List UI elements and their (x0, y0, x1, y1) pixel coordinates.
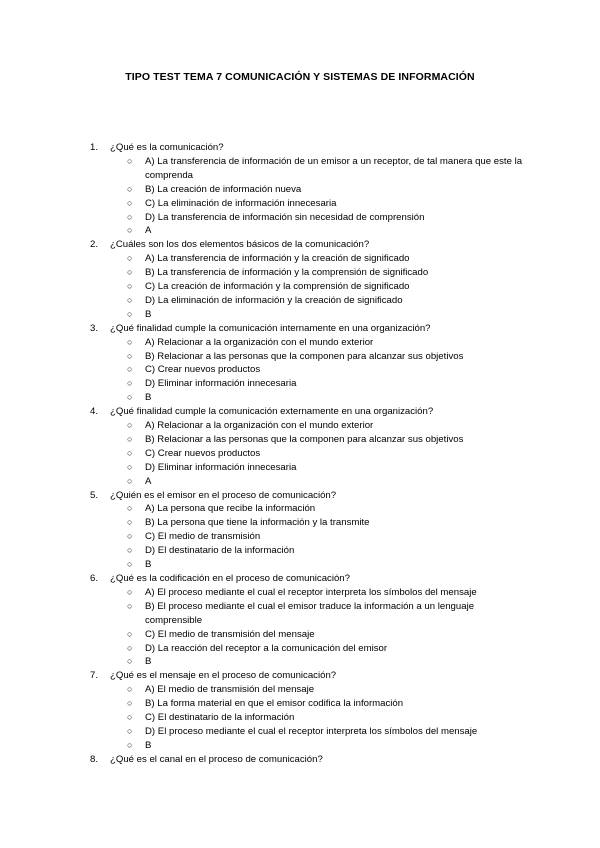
option-text: D) Eliminar información innecesaria (145, 378, 297, 390)
answer-option (0, 183, 530, 197)
option-text: A (145, 475, 152, 487)
question-text: ¿Qué es la codificación en el proceso de comunicación? (110, 573, 350, 585)
question-text: ¿Cuáles son los dos elementos básicos de la comunicación? (110, 239, 370, 251)
answer-key (0, 558, 530, 572)
option-text: D) El proceso mediante el cual el receptor interpreta los símbolos del mensaje (145, 725, 478, 737)
answer-option (0, 683, 530, 697)
circle-bullet-icon: ○ (127, 308, 133, 319)
question-item (0, 322, 600, 405)
question-line (0, 238, 600, 252)
answer-option (0, 544, 530, 558)
answer-option (0, 155, 530, 183)
option-text: B (145, 392, 152, 404)
circle-bullet-icon: ○ (127, 698, 133, 709)
circle-bullet-icon: ○ (127, 545, 133, 556)
option-text: D) La eliminación de información y la creación de significado (145, 294, 403, 306)
circle-bullet-icon: ○ (127, 531, 133, 542)
answer-option (0, 711, 530, 725)
question-text: ¿Qué es la comunicación? (110, 142, 224, 153)
answer-option (0, 280, 530, 294)
circle-bullet-icon: ○ (127, 461, 133, 472)
option-text: B (145, 559, 152, 571)
answer-option (0, 363, 530, 377)
circle-bullet-icon: ○ (127, 183, 133, 194)
question-line (0, 322, 600, 336)
answer-option (0, 725, 530, 739)
question-number: 7. (90, 670, 99, 682)
circle-bullet-icon: ○ (127, 628, 133, 639)
option-text: B) El proceso mediante el cual el emisor traduce la información a un lenguaje comprensible (145, 600, 475, 626)
question-item (0, 669, 600, 752)
circle-bullet-icon: ○ (127, 586, 133, 597)
question-number: 4. (90, 406, 99, 418)
answer-option (0, 197, 530, 211)
answer-option (0, 447, 530, 461)
option-text: C) Crear nuevos productos (145, 447, 261, 459)
option-text: A) Relacionar a la organización con el mundo exterior (145, 336, 374, 348)
option-text: C) La eliminación de información innecesaria (145, 197, 337, 209)
answer-option (0, 516, 530, 530)
circle-bullet-icon: ○ (127, 475, 133, 486)
option-text: D) La transferencia de información sin necesidad de comprensión (145, 211, 425, 223)
option-text: A) El proceso mediante el cual el receptor interpreta los símbolos del mensaje (145, 586, 477, 598)
option-text: A) La persona que recibe la información (145, 503, 316, 515)
option-text: C) El destinatario de la información (145, 712, 295, 724)
option-text: D) El destinatario de la información (145, 545, 295, 557)
question-item (0, 405, 600, 488)
answer-option (0, 461, 530, 475)
answer-option (0, 600, 530, 628)
circle-bullet-icon: ○ (127, 433, 133, 444)
option-text: C) El medio de transmisión del mensaje (145, 628, 315, 640)
question-number: 6. (90, 573, 99, 585)
answer-option (0, 336, 530, 350)
option-text: A) La transferencia de información y la creación de significado (145, 253, 410, 265)
option-text: B) La transferencia de información y la comprensión de significado (145, 267, 429, 279)
circle-bullet-icon: ○ (127, 267, 133, 278)
question-text: ¿Qué finalidad cumple la comunicación internamente en una organización? (110, 322, 431, 334)
circle-bullet-icon: ○ (127, 656, 133, 667)
circle-bullet-icon: ○ (127, 364, 133, 375)
question-item (0, 141, 600, 238)
answer-option (0, 294, 530, 308)
circle-bullet-icon: ○ (127, 211, 133, 222)
circle-bullet-icon: ○ (127, 559, 133, 570)
question-number: 1. (90, 142, 99, 153)
answer-option (0, 530, 530, 544)
circle-bullet-icon: ○ (127, 225, 133, 236)
circle-bullet-icon: ○ (127, 600, 133, 611)
option-text: B) La forma material en que el emisor codifica la información (145, 698, 404, 710)
option-text: A) La transferencia de información de un emisor a un receptor, de tal manera que este la comprenda (145, 155, 523, 181)
option-text: B) La persona que tiene la información y la transmite (145, 517, 370, 529)
question-line (0, 141, 600, 155)
question-text: ¿Quién es el emisor en el proceso de comunicación? (110, 489, 337, 501)
question-item (0, 238, 600, 321)
circle-bullet-icon: ○ (127, 350, 133, 361)
option-text: C) Crear nuevos productos (145, 364, 261, 376)
answer-option (0, 377, 530, 391)
answer-option (0, 586, 530, 600)
question-text: ¿Qué es el canal en el proceso de comunicación? (110, 753, 323, 765)
option-text: D) La reacción del receptor a la comunicación del emisor (145, 642, 388, 654)
question-line (0, 572, 600, 586)
question-line (0, 489, 600, 503)
circle-bullet-icon: ○ (127, 197, 133, 208)
question-item (0, 489, 600, 572)
option-text: B) Relacionar a las personas que la componen para alcanzar sus objetivos (145, 433, 464, 445)
answer-option (0, 211, 530, 225)
question-text: ¿Qué finalidad cumple la comunicación externamente en una organización? (110, 406, 434, 418)
answer-option (0, 350, 530, 364)
answer-key (0, 308, 530, 322)
question-number: 2. (90, 239, 99, 251)
question-number: 5. (90, 489, 99, 501)
answer-option (0, 433, 530, 447)
question-text: ¿Qué es el mensaje en el proceso de comunicación? (110, 670, 337, 682)
answer-key (0, 655, 530, 669)
option-text: A) Relacionar a la organización con el mundo exterior (145, 420, 374, 432)
circle-bullet-icon: ○ (127, 253, 133, 264)
question-item (0, 753, 600, 767)
option-text: C) El medio de transmisión (145, 531, 261, 543)
option-text: A) El medio de transmisión del mensaje (145, 684, 315, 696)
option-text: C) La creación de información y la comprensión de significado (145, 281, 410, 293)
circle-bullet-icon: ○ (127, 725, 133, 736)
question-number: 8. (90, 753, 99, 765)
option-text: B (145, 739, 152, 751)
option-text: D) Eliminar información innecesaria (145, 461, 297, 473)
answer-option (0, 628, 530, 642)
question-line (0, 753, 600, 767)
answer-option (0, 502, 530, 516)
question-item (0, 572, 600, 669)
answer-option (0, 252, 530, 266)
answer-option (0, 419, 530, 433)
answer-option (0, 642, 530, 656)
circle-bullet-icon: ○ (127, 447, 133, 458)
circle-bullet-icon: ○ (127, 517, 133, 528)
circle-bullet-icon: ○ (127, 378, 133, 389)
answer-key (0, 224, 530, 238)
circle-bullet-icon: ○ (127, 739, 133, 750)
circle-bullet-icon: ○ (127, 503, 133, 514)
circle-bullet-icon: ○ (127, 392, 133, 403)
option-text: B (145, 656, 152, 668)
question-number: 3. (90, 322, 99, 334)
circle-bullet-icon: ○ (127, 155, 133, 166)
question-line (0, 405, 600, 419)
circle-bullet-icon: ○ (127, 294, 133, 305)
answer-key (0, 475, 530, 489)
answer-key (0, 391, 530, 405)
option-text: B) La creación de información nueva (145, 183, 302, 195)
option-text: B (145, 308, 152, 320)
circle-bullet-icon: ○ (127, 642, 133, 653)
answer-option (0, 697, 530, 711)
answer-key (0, 739, 530, 753)
answer-option (0, 266, 530, 280)
page-title: TIPO TEST TEMA 7 COMUNICACIÓN Y SISTEMAS DE INFORMACIÓN (125, 71, 475, 83)
question-list (0, 141, 600, 767)
option-text: B) Relacionar a las personas que la componen para alcanzar sus objetivos (145, 350, 464, 362)
circle-bullet-icon: ○ (127, 684, 133, 695)
question-line (0, 669, 600, 683)
circle-bullet-icon: ○ (127, 281, 133, 292)
circle-bullet-icon: ○ (127, 336, 133, 347)
circle-bullet-icon: ○ (127, 712, 133, 723)
circle-bullet-icon: ○ (127, 420, 133, 431)
option-text: A (145, 225, 152, 237)
